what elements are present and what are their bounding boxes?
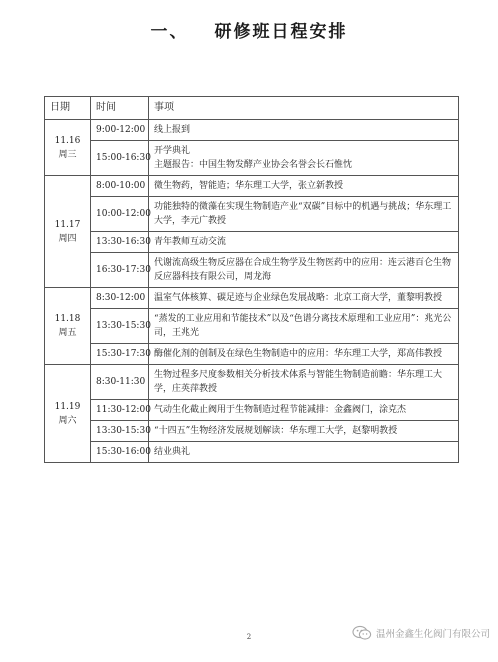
weekday-value: 周三 — [58, 149, 77, 160]
header-date: 日期 — [45, 97, 91, 120]
table-row — [45, 141, 459, 176]
weekday-value: 周五 — [58, 328, 77, 338]
event-cell: 酶催化剂的创制及在绿色生物制造中的应用：华东理工大学，郑高伟教授 — [149, 344, 459, 365]
event-cell: “十四五”生物经济发展规划解读：华东理工大学，赵黎明教授 — [149, 421, 459, 442]
table-row — [45, 120, 459, 141]
time-cell: 15:00-16:30 — [91, 141, 149, 176]
table-row — [45, 176, 459, 197]
table-header-row — [45, 97, 459, 120]
schedule-table — [44, 96, 459, 463]
event-cell: “蒸发的工业应用和节能技术”以及“色谱分离技术原理和工业应用”：兆光公司，王兆光 — [149, 309, 459, 344]
time-cell: 16:30-17:30 — [91, 253, 149, 288]
event-cell — [149, 141, 459, 176]
page-number: 2 — [246, 633, 252, 641]
header-event: 事项 — [149, 97, 459, 120]
date-value: 11.17 — [54, 219, 81, 230]
date-cell — [45, 288, 91, 365]
weekday-value: 周六 — [58, 415, 77, 426]
event-cell: 微生物药，智能造；华东理工大学，张立新教授 — [149, 176, 459, 197]
table-row — [45, 344, 459, 365]
time-cell: 11:30-12:00 — [91, 400, 149, 421]
table-row — [45, 232, 459, 253]
time-cell: 8:00-10:00 — [91, 176, 149, 197]
time-cell: 15:30-16:00 — [91, 442, 149, 463]
time-cell: 9:00-12:00 — [91, 120, 149, 141]
time-cell: 13:30-15:30 — [91, 309, 149, 344]
date-value: 11.19 — [54, 401, 81, 412]
time-cell: 10:00-12:00 — [91, 197, 149, 232]
event-cell: 结业典礼 — [149, 442, 459, 463]
event-cell: 线上报到 — [149, 120, 459, 141]
table-row — [45, 197, 459, 232]
event-cell: 温室气体核算、碳足迹与企业绿色发展战略：北京工商大学，董黎明教授 — [149, 288, 459, 309]
time-cell: 8:30-12:00 — [91, 288, 149, 309]
time-cell: 13:30-16:30 — [91, 232, 149, 253]
table-row — [45, 400, 459, 421]
weekday-value: 周四 — [58, 233, 77, 244]
section-title: 研修班日程安排 — [214, 22, 348, 42]
wechat-icon — [352, 625, 372, 641]
time-cell: 15:30-17:30 — [91, 344, 149, 365]
page-title — [0, 17, 498, 42]
date-value: 11.18 — [54, 314, 81, 324]
header-time: 时间 — [91, 97, 149, 120]
table-row — [45, 421, 459, 442]
time-cell: 13:30-15:30 — [91, 421, 149, 442]
table-row — [45, 442, 459, 463]
section-number: 一、 — [150, 22, 189, 42]
event-cell: 气动生化截止阀用于生物制造过程节能减排：金鑫阀门，涂克杰 — [149, 400, 459, 421]
event-cell: 生物过程多尺度参数相关分析技术体系与智能生物制造前瞻：华东理工大学，庄英萍教授 — [149, 365, 459, 400]
date-value: 11.16 — [54, 135, 81, 146]
event-line: 开学典礼 — [154, 146, 191, 156]
event-cell: 功能独特的微藻在实现生物制造产业“双碳”目标中的机遇与挑战；华东理工大学，李元广教授 — [149, 197, 459, 232]
event-line: 主题报告：中国生物发酵产业协会名誉会长石惟忱 — [154, 160, 353, 170]
event-cell: 青年教师互动交流 — [149, 232, 459, 253]
time-cell: 8:30-11:30 — [91, 365, 149, 400]
date-cell — [45, 120, 91, 176]
date-cell — [45, 176, 91, 288]
watermark — [352, 625, 490, 641]
table-row — [45, 288, 459, 309]
table-row — [45, 365, 459, 400]
table-row — [45, 253, 459, 288]
watermark-text: 温州金鑫生化阀门有限公司 — [375, 629, 490, 640]
event-cell: 代谢流高级生物反应器在合成生物学及生物医药中的应用：连云港百仑生物反应器科技有限公司，周龙海 — [149, 253, 459, 288]
date-cell — [45, 365, 91, 463]
table-row — [45, 309, 459, 344]
